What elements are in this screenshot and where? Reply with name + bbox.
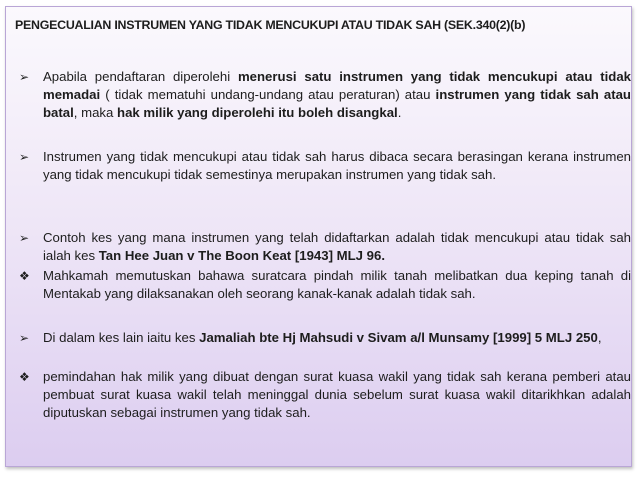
- diamond-bullet-icon: ❖: [19, 370, 30, 384]
- slide-title: PENGECUALIAN INSTRUMEN YANG TIDAK MENCUKUPI ATAU TIDAK SAH (SEK.340(2)(b): [15, 18, 526, 32]
- list-item-4: [19, 267, 631, 303]
- list-item-6: [19, 368, 631, 422]
- arrow-bullet-icon: ➢: [19, 231, 30, 245]
- list-item-3: [19, 229, 631, 265]
- diamond-bullet-icon: ❖: [19, 269, 30, 283]
- list-item-2: [19, 148, 631, 184]
- list-item-text: Di dalam kes lain iaitu kes Jamaliah bte Hj Mahsudi v Sivam a/l Munsamy [1999] 5 MLJ 250,: [43, 330, 602, 345]
- list-item-text: Mahkamah memutuskan bahawa suratcara pindah milik tanah melibatkan dua keping tanah di Mentakab yang dilaksanakan oleh seorang kanak-kanak adalah tidak sah.: [43, 268, 631, 301]
- content-panel: [5, 6, 632, 467]
- arrow-bullet-icon: ➢: [19, 331, 30, 345]
- list-item-text: Apabila pendaftaran diperolehi menerusi satu instrumen yang tidak mencukupi atau tidak memadai ( tidak mematuhi undang-undang atau peraturan) atau instrumen yang tidak sah atau batal, maka hak milik yang diperolehi itu boleh disangkal.: [43, 69, 631, 120]
- list-item-text: Contoh kes yang mana instrumen yang telah didaftarkan adalah tidak mencukupi atau tidak sah ialah kes Tan Hee Juan v The Boon Keat [1943] MLJ 96.: [43, 230, 631, 263]
- list-item-5: [19, 329, 631, 347]
- arrow-bullet-icon: ➢: [19, 70, 30, 84]
- list-item-1: [19, 68, 631, 122]
- list-item-text: pemindahan hak milik yang dibuat dengan surat kuasa wakil yang tidak sah kerana pemberi atau pembuat surat kuasa wakil telah meninggal dunia sebelum surat kuasa wakil ditarikhkan adalah diputuskan sebagai instrumen yang tidak sah.: [43, 369, 631, 420]
- list-item-text: Instrumen yang tidak mencukupi atau tidak sah harus dibaca secara berasingan kerana instrumen yang tidak mencukupi tidak semestinya merupakan instrumen yang tidak sah.: [43, 149, 631, 182]
- arrow-bullet-icon: ➢: [19, 150, 30, 164]
